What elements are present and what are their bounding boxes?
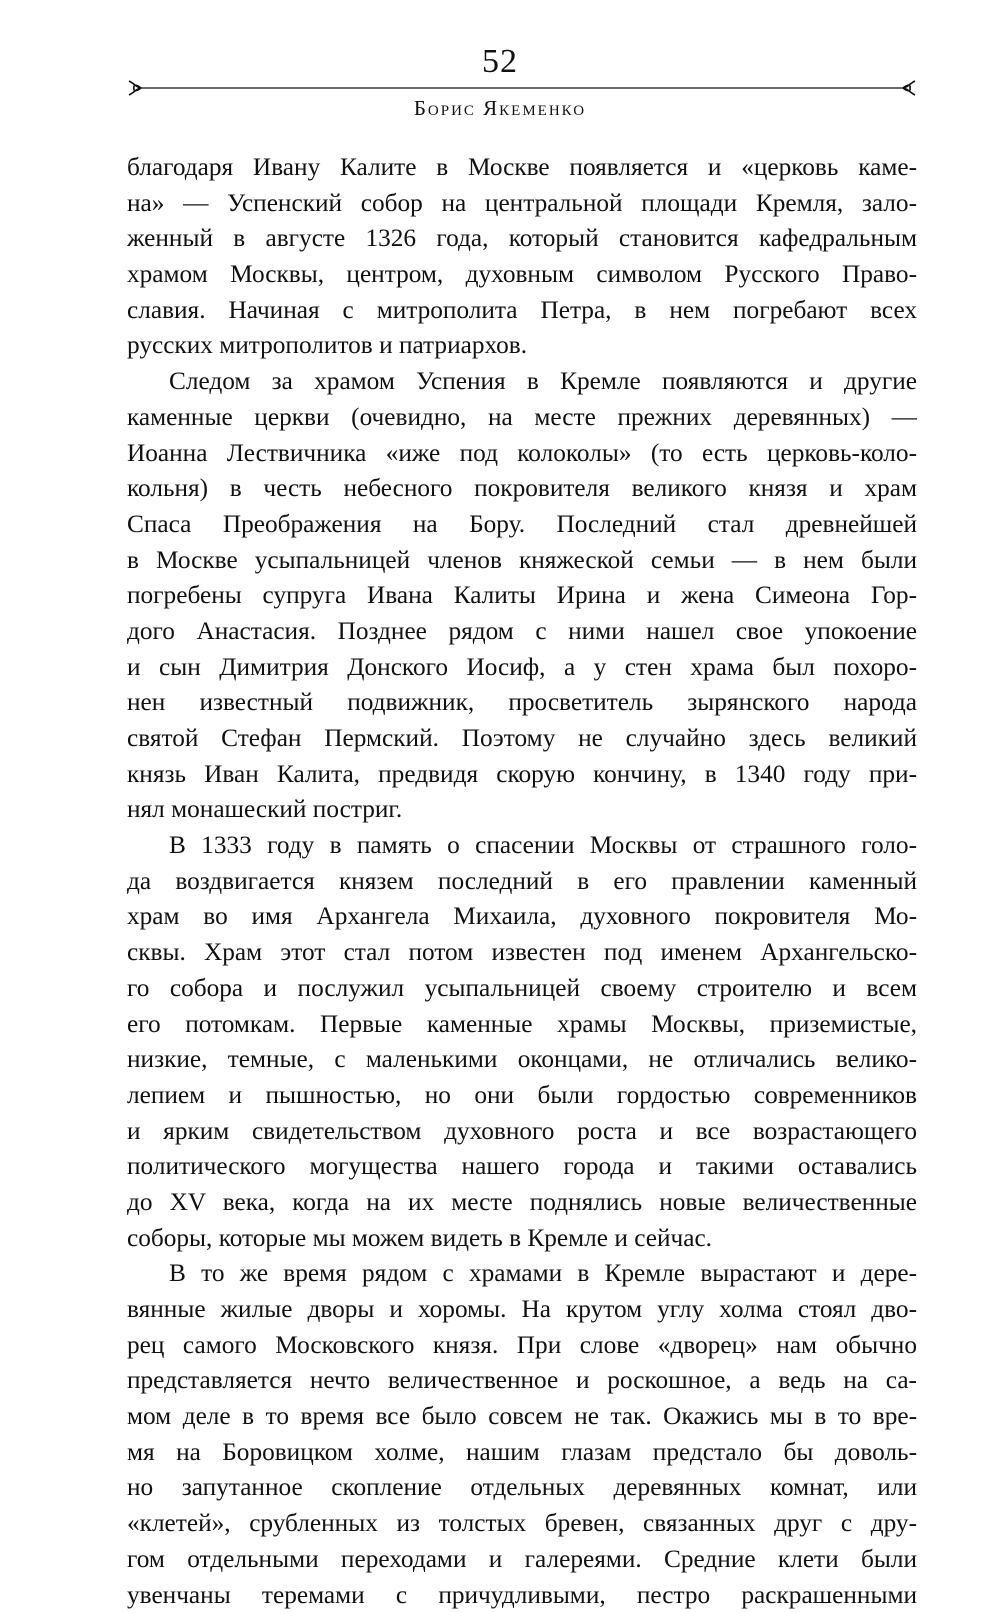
text-line: храм во имя Архангела Михаила, духовного покровителя Мо- <box>127 899 917 935</box>
text-line: дого Анастасия. Позднее рядом с ними нашел свое упокоение <box>127 614 917 650</box>
text-line: в Москве усыпальницей членов княжеской семьи — в нем были <box>127 543 917 579</box>
text-line: благодаря Ивану Калите в Москве появляется и «церковь каме- <box>127 150 917 186</box>
text-line: увенчаны теремами с причудливыми, пестро раскрашенными <box>127 1578 917 1613</box>
text-line: его потомкам. Первые каменные храмы Москвы, приземистые, <box>127 1007 917 1043</box>
text-line: В 1333 году в память о спасении Москвы от страшного голо- <box>127 828 917 864</box>
paragraph <box>127 150 917 364</box>
text-line: Следом за храмом Успения в Кремле появляются и другие <box>127 364 917 400</box>
text-line: женный в августе 1326 года, который становится кафедральным <box>127 221 917 257</box>
text-line: кольня) в честь небесного покровителя великого князя и храм <box>127 471 917 507</box>
text-line: представляется нечто величественное и роскошное, а ведь на са- <box>127 1363 917 1399</box>
text-line: и сын Димитрия Донского Иосиф, а у стен храма был похоро- <box>127 650 917 686</box>
text-line: политического могущества нашего города и такими оставались <box>127 1149 917 1185</box>
body-text <box>127 150 917 1613</box>
text-line: «клетей», срубленных из толстых бревен, связанных друг с дру- <box>127 1506 917 1542</box>
text-line: Иоанна Лествичника «иже под колоколы» (то есть церковь-коло- <box>127 436 917 472</box>
text-line: вянные жилые дворы и хоромы. На крутом углу холма стоял дво- <box>127 1292 917 1328</box>
text-line: каменные церкви (очевидно, на месте прежних деревянных) — <box>127 400 917 436</box>
text-line: славия. Начиная с митрополита Петра, в нем погребают всех <box>127 293 917 329</box>
text-line: низкие, темные, с маленькими оконцами, не отличались велико- <box>127 1042 917 1078</box>
text-line: храмом Москвы, центром, духовным символом Русского Право- <box>127 257 917 293</box>
text-line: погребены супруга Ивана Калиты Ирина и жена Симеона Гор- <box>127 578 917 614</box>
text-line: лепием и пышностью, но они были гордостью современников <box>127 1078 917 1114</box>
text-line: до XV века, когда на их месте поднялись новые величественные <box>127 1185 917 1221</box>
text-line: Спаса Преображения на Бору. Последний стал древнейшей <box>127 507 917 543</box>
text-line: гом отдельными переходами и галереями. Средние клети были <box>127 1542 917 1578</box>
text-line: на» — Успенский собор на центральной площади Кремля, зало- <box>127 186 917 222</box>
running-head: Борис Якеменко <box>0 93 1000 123</box>
text-line: го собора и послужил усыпальницей своему строителю и всем <box>127 971 917 1007</box>
text-line: соборы, которые мы можем видеть в Кремле и сейчас. <box>127 1221 917 1257</box>
text-line: нен известный подвижник, просветитель зырянского народа <box>127 685 917 721</box>
text-line: да воздвигается князем последний в его правлении каменный <box>127 864 917 900</box>
text-line: В то же время рядом с храмами в Кремле вырастают и дере- <box>127 1256 917 1292</box>
text-line: мом деле в то время все было совсем не так. Окажись мы в то вре- <box>127 1399 917 1435</box>
paragraph <box>127 1256 917 1613</box>
paragraph <box>127 364 917 828</box>
text-line: сквы. Храм этот стал потом известен под именем Архангельско- <box>127 935 917 971</box>
text-line: мя на Боровицком холме, нашим глазам предстало бы доволь- <box>127 1435 917 1471</box>
text-line: но запутанное скопление отдельных деревянных комнат, или <box>127 1470 917 1506</box>
text-line: нял монашеский постриг. <box>127 792 917 828</box>
paragraph <box>127 828 917 1256</box>
text-line: святой Стефан Пермский. Поэтому не случайно здесь великий <box>127 721 917 757</box>
text-line: русских митрополитов и патриархов. <box>127 328 917 364</box>
text-line: князь Иван Калита, предвидя скорую кончину, в 1340 году при- <box>127 757 917 793</box>
page-number: 52 <box>0 40 1000 84</box>
text-line: и ярким свидетельством духовного роста и все возрастающего <box>127 1114 917 1150</box>
text-line: рец самого Московского князя. При слове «дворец» нам обычно <box>127 1328 917 1364</box>
